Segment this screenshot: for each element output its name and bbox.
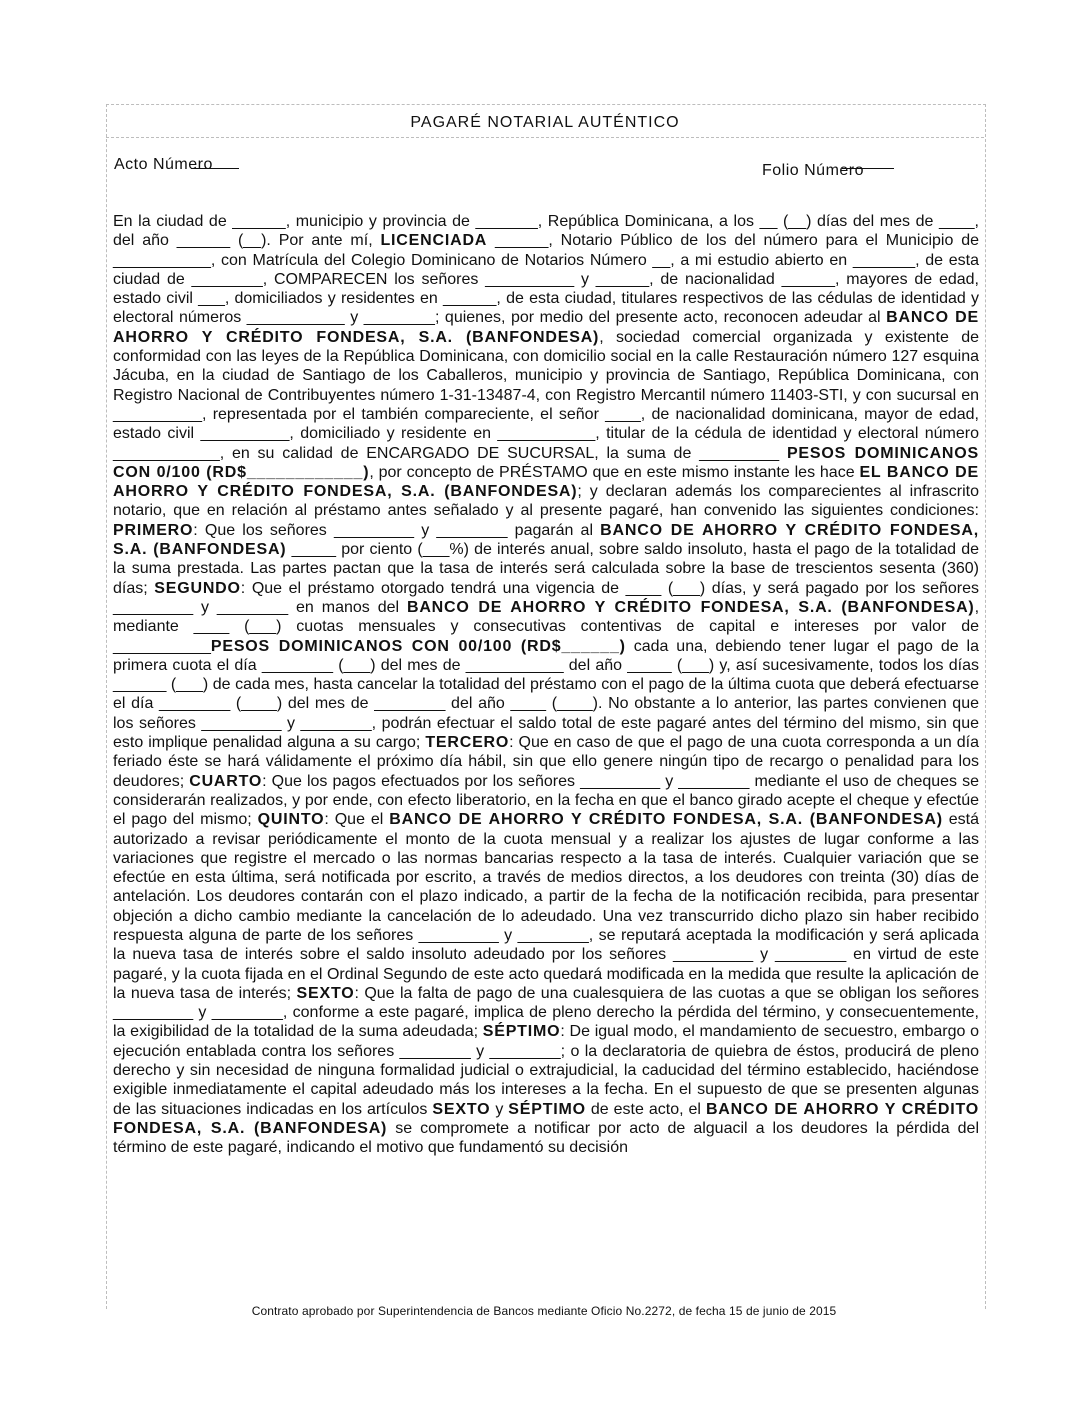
body-text: ; y declaran además los comparecientes al infrascrito notario, que en relación al préstamo antes señalado y al presente pagaré, han convenido las siguientes condiciones: [113, 483, 979, 520]
clause-segundo: SEGUNDO [154, 579, 241, 597]
body-text: se compromete a notificar por acto de alguacil a los deudores la pérdida del término de este pagaré, indicando el motivo que fundamentó su decisión [113, 1119, 979, 1157]
body-text: : Que en caso de que el pago de una cuota corresponda a un día feriado éste se hará válidamente el próximo día hábil, sin que ello genere ningún tipo de recargo o penalidad para los deudores; [113, 734, 980, 790]
body-bold: BANCO DE AHORRO Y CRÉDITO FONDESA, S.A. (BANFONDESA) [113, 309, 979, 346]
body-text: de este acto, el [585, 1100, 706, 1118]
body-text: : Que los señores _________ y ________ pagarán al [193, 521, 601, 539]
acto-label: Acto Número [114, 156, 213, 173]
body-text: : Que la falta de pago de una cualesquiera de las cuotas a que se obligan los señores _________ y ________, conforme a este pagaré, implica de pleno derecho la pérdida del término, y consecuentemente, la exigibilidad de la totalidad de la suma adeudada; [113, 984, 980, 1041]
body-text: En la ciudad de ______, municipio y provincia de _______, República Dominicana, a los __ (__) días del mes de ____, del año ______ (__). Por ante mí, [113, 213, 979, 250]
body-bold: BANCO DE AHORRO Y CRÉDITO FONDESA, S.A. (BANFONDESA) [389, 811, 943, 829]
body-text: y [490, 1100, 509, 1118]
clause-tercero: TERCERO [425, 734, 510, 752]
document-title: PAGARÉ NOTARIAL AUTÉNTICO [410, 114, 680, 131]
body-text: : De igual modo, el mandamiento de secuestro, embargo o ejecución entablada contra los señores ________ y ________; o la declaratoria de quiebra de éstos, producirá de pleno derecho y sin necesidad de ninguna formalidad judicial o extrajudicial, la caducidad del término establecido, haciéndose exigible inmediatamente el capital adeudado más los intereses a la fecha. En el supuesto de que se presenten algunas de las situaciones indicadas en los artículos [113, 1023, 979, 1118]
body-bold: LICENCIADA [380, 232, 488, 250]
body-text: ______, Notario Público de los del número para el Municipio de ___________, con Matrícula del Colegio Dominicano de Notarios Número __, a mi estudio abierto en _______, de esta ciudad de ________, COMPARECEN los señores __________ y ______, de nacionalidad ______, mayores de edad, estado civil ___, domiciliados y residentes en ______, de esta ciudad, titulares respectivos de las cédulas de identidad y electoral números ___________ y ________; quienes, por medio del presente acto, reconocen adeudar al [113, 232, 980, 327]
body-bold: PESOS DOMINICANOS CON 00/100 (RD$______) [210, 637, 626, 655]
body-text: : Que el [324, 811, 390, 829]
body-bold: SÉPTIMO [508, 1100, 586, 1118]
folio-blank [842, 168, 894, 169]
title-divider [106, 137, 984, 138]
body-text: , mediante ____ (___) cuotas mensuales y consecutivas contentivas de capital e intereses por valor de ___________ [113, 598, 980, 655]
body-text: _____ por ciento (___%) de interés anual, sobre saldo insoluto, hasta el pago de la totalidad de la suma prestada. Las partes pactan que la tasa de interés será calculada sobre la base de trescientos sesenta (360) días; [113, 541, 979, 597]
body-bold: SEXTO [432, 1100, 491, 1118]
body-bold: PESOS DOMINICANOS CON 0/100 (RD$____________) [113, 444, 980, 481]
clause-sexto: SEXTO [296, 984, 355, 1002]
footer-note: Contrato aprobado por Superintendencia de Bancos mediante Oficio No.2272, de fecha 15 de junio de 2015 [251, 1304, 837, 1318]
acto-blank [191, 168, 239, 169]
acto-number-field [114, 156, 239, 174]
body-text: cada una, debiendo tener lugar el pago de la primera cuota el día ________ (___) del mes de ___________ del año _____ (___) y, así sucesivamente, todos los días ______ (___) de cada mes, hasta cancelar la totalidad del préstamo con el pago de la última cuota que deberá efectuarse el día ________ (____) del mes de ________ del año ____ (____). No obstante a lo anterior, las partes convienen que los señores _________ y ________, podrán efectuar el saldo total de este pagaré antes del término del mismo, sin que esto implique penalidad alguna a su cargo; [113, 637, 980, 752]
body-text: : Que los pagos efectuados por los señores _________ y ________ mediante el uso de cheques se considerarán realizados, y por ende, con efecto liberatorio, en la fecha en que el banco girado acepte el cheque y efectúe el pago del mismo; [113, 772, 980, 829]
folio-label: Folio Número [762, 162, 865, 179]
clause-septimo: SÉPTIMO [482, 1023, 561, 1041]
contract-body [113, 212, 979, 1158]
clause-quinto: QUINTO [257, 811, 325, 829]
folio-number-field [762, 162, 894, 180]
body-bold: BANCO DE AHORRO Y CRÉDITO FONDESA, S.A. (BANFONDESA) [113, 521, 979, 559]
body-bold: BANCO DE AHORRO Y CRÉDITO FONDESA, S.A. (BANFONDESA) [113, 1100, 980, 1137]
body-text: está autorizado a revisar periódicamente el monto de la cuota mensual y a realizar los ajustes de lugar conforme a las variaciones que registre el mercado o las normas bancarias respecto a la tasa de interés. Cualquier variación que se efectúe en esta última, será notificada por escrito, a través de medios directos, a los deudores con treinta (30) días de antelación. Los deudores contarán con el plazo indicado, a partir de la fecha de la notificación recibida, para presentar objeción a dicho cambio mediante la cancelación de lo adeudado. Una vez transcurrido dicho plazo sin haber recibido respuesta alguna de parte de los señores _________ y ________, se reputará aceptada la modificación y será aplicada la nueva tasa de interés sobre el saldo insoluto adeudado por los señores _________ y ________ en virtud de este pagaré, y la cuota fijada en el Ordinal Segundo de este acto quedará modificada en la medida que resulte la aplicación de la nueva tasa de interés; [113, 811, 980, 1002]
body-text: : Que el préstamo otorgado tendrá una vigencia de ____ (___) días, y será pagado por los señores _________ y ________ en manos del [113, 579, 979, 616]
body-text: , sociedad comercial organizada y existente de conformidad con las leyes de la República Dominicana, con domicilio social en la calle Restauración número 127 esquina Jácuba, en la ciudad de Santiago de los Caballeros, municipio y provincia de Santiago, República Dominicana, con Registro Nacional de Contribuyentes número 1-31-13487-4, con Registro Mercantil número 11403-STI, y con sucursal en __________, representada por el también compareciente, el señor ____, de nacionalidad dominicana, mayor de edad, estado civil __________, domiciliado y residente en ___________, titular de la cédula de identidad y electoral número ____________, en su calidad de ENCARGADO DE SUCURSAL, la suma de _________ [113, 328, 979, 462]
clause-cuarto: CUARTO [189, 772, 263, 790]
body-bold: BANCO DE AHORRO Y CRÉDITO FONDESA, S.A. (BANFONDESA) [406, 598, 975, 616]
body-bold: EL BANCO DE AHORRO Y CRÉDITO FONDESA, S.A. (BANFONDESA) [113, 463, 979, 501]
body-text: , por concepto de PRÉSTAMO que en este mismo instante les hace [369, 463, 860, 481]
clause-primero: PRIMERO [113, 521, 194, 539]
